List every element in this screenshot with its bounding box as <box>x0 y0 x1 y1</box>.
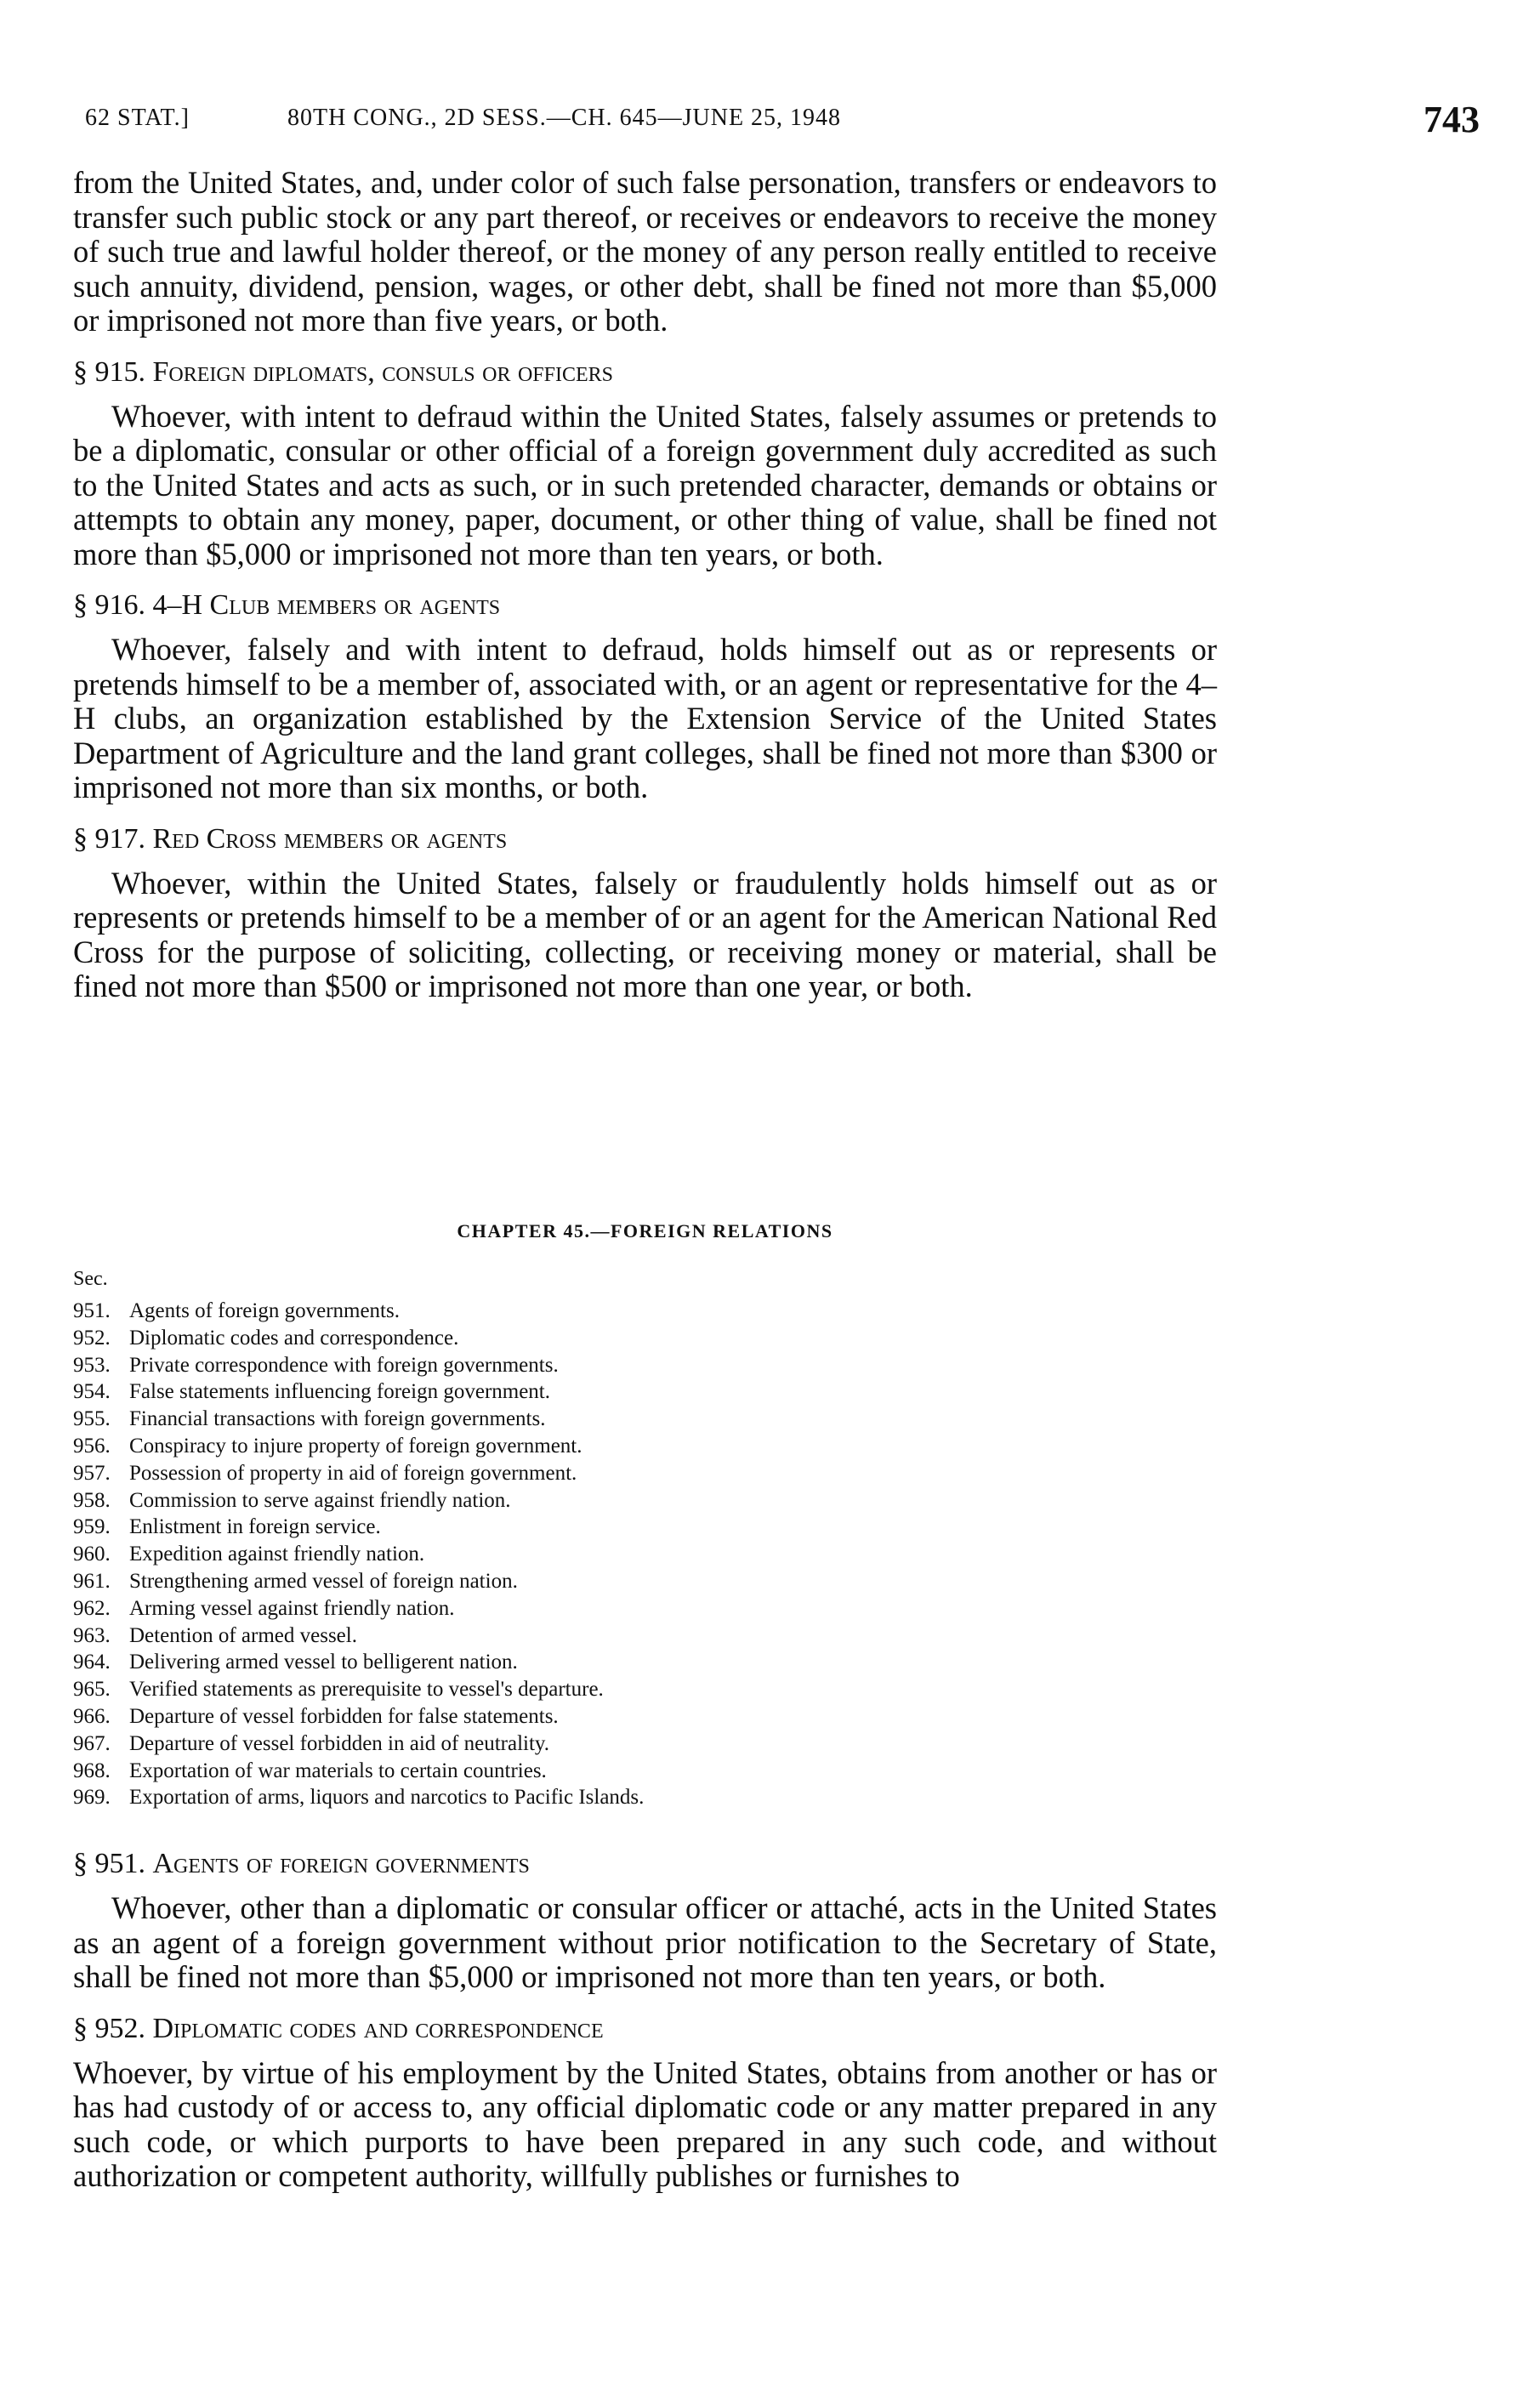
list-item: 964. Delivering armed vessel to belligerent nation. <box>73 1651 518 1674</box>
list-item: 955. Financial transactions with foreign governments. <box>73 1407 546 1431</box>
section-title: 4–H Club members or agents <box>152 589 501 621</box>
section-heading-917 <box>73 822 1217 856</box>
section-text-951: Whoever, other than a diplomatic or consular officer or attaché, acts in the United States as an agent of a foreign government without prior notification to the Secretary of State, shall be fined not more than $5,000 or imprisoned not more than ten years, or both. <box>73 1890 1217 1994</box>
list-item: 954. False statements influencing foreign government. <box>73 1380 551 1404</box>
chapter-title: CHAPTER 45.—FOREIGN RELATIONS <box>457 1220 833 1242</box>
page-header <box>85 98 1480 157</box>
list-item: 956. Conspiracy to injure property of foreign government. <box>73 1434 582 1458</box>
page-number: 743 <box>1424 99 1480 140</box>
section-title: Red Cross members or agents <box>152 822 508 855</box>
lower-text-block <box>73 1847 1217 2194</box>
list-item: 960. Expedition against friendly nation. <box>73 1543 425 1566</box>
section-number: § 916. <box>73 589 145 621</box>
section-heading-915 <box>73 355 1217 389</box>
list-item: 966. Departure of vessel forbidden for false statements. <box>73 1704 559 1728</box>
section-list <box>73 1298 1217 1811</box>
chapter-contents <box>73 1220 1217 1811</box>
section-text-917: Whoever, within the United States, falsely or fraudulently holds himself out as or represents or pretends himself to be a member of or an agent for the American National Red Cross for the purpose of soliciting, collecting, or receiving money or material, shall be fined not more than $500 or imprisoned not more than one year, or both. <box>73 865 1217 1003</box>
list-item: 962. Arming vessel against friendly nation. <box>73 1596 455 1620</box>
list-item: 963. Detention of armed vessel. <box>73 1623 357 1647</box>
list-item: 958. Commission to serve against friendly nation. <box>73 1488 511 1512</box>
section-heading-951 <box>73 1847 1217 1881</box>
section-heading-952 <box>73 2012 1217 2046</box>
statute-volume: 62 STAT.] <box>85 105 190 131</box>
list-item: 969. Exportation of arms, liquors and narcotics to Pacific Islands. <box>73 1786 645 1810</box>
list-item: 961. Strengthening armed vessel of foreign nation. <box>73 1569 518 1593</box>
section-title: Agents of foreign governments <box>152 1848 530 1879</box>
list-item: 957. Possession of property in aid of foreign government. <box>73 1461 577 1485</box>
session-chapter-date: 80TH CONG., 2D SESS.—CH. 645—JUNE 25, 1948 <box>287 105 842 131</box>
section-number: § 917. <box>73 822 145 855</box>
section-heading-916 <box>73 588 1217 622</box>
sec-label: Sec. <box>73 1268 108 1290</box>
section-title: Diplomatic codes and correspondence <box>152 2012 604 2044</box>
opening-paragraph: from the United States, and, under color of such false personation, transfers or endeavors to transfer such public stock or any part thereof, or receives or endeavors to receive the money of such true and lawful holder thereof, or the money of any person really entitled to receive such annuity, dividend, pension, wages, or other debt, shall be fined not more than $5,000 or imprisoned not more than five years, or both. <box>73 165 1217 338</box>
section-number: § 915. <box>73 355 145 388</box>
list-item: 968. Exportation of war materials to certain countries. <box>73 1759 547 1782</box>
list-item: 952. Diplomatic codes and correspondence. <box>73 1326 459 1350</box>
section-text-952: Whoever, by virtue of his employment by the United States, obtains from another or has or has had custody of or access to, any official diplomatic code or any matter prepared in any such code, or which purports to have been prepared in any such code, and without authorization or competent authority, willfully publishes or furnishes to <box>73 2054 1217 2193</box>
section-number: § 951. <box>73 1848 145 1879</box>
section-text-915: Whoever, with intent to defraud within the United States, falsely assumes or pretends to be a diplomatic, consular or other official of a foreign government duly accredited as such to the United States and acts as such, or in such pretended character, demands or obtains or attempts to obtain any money, paper, document, or other thing of value, shall be fined not more than $5,000 or imprisoned not more than ten years, or both. <box>73 398 1217 571</box>
list-item: 959. Enlistment in foreign service. <box>73 1515 381 1539</box>
list-item: 951. Agents of foreign governments. <box>73 1299 400 1322</box>
section-number: § 952. <box>73 2012 145 2044</box>
list-item: 953. Private correspondence with foreign governments. <box>73 1353 559 1377</box>
upper-text-block <box>73 166 1217 1004</box>
section-text-916: Whoever, falsely and with intent to defraud, holds himself out as or represents or pretends himself to be a member of, associated with, or an agent or representative for the 4–H clubs, an organization established by the Extension Service of the United States Department of Agriculture and the land grant colleges, shall be fined not more than $300 or imprisoned not more than six months, or both. <box>73 632 1217 804</box>
section-title: Foreign diplomats, consuls or officers <box>152 355 613 388</box>
list-item: 967. Departure of vessel forbidden in aid of neutrality. <box>73 1731 550 1755</box>
list-item: 965. Verified statements as prerequisite to vessel's departure. <box>73 1678 604 1702</box>
